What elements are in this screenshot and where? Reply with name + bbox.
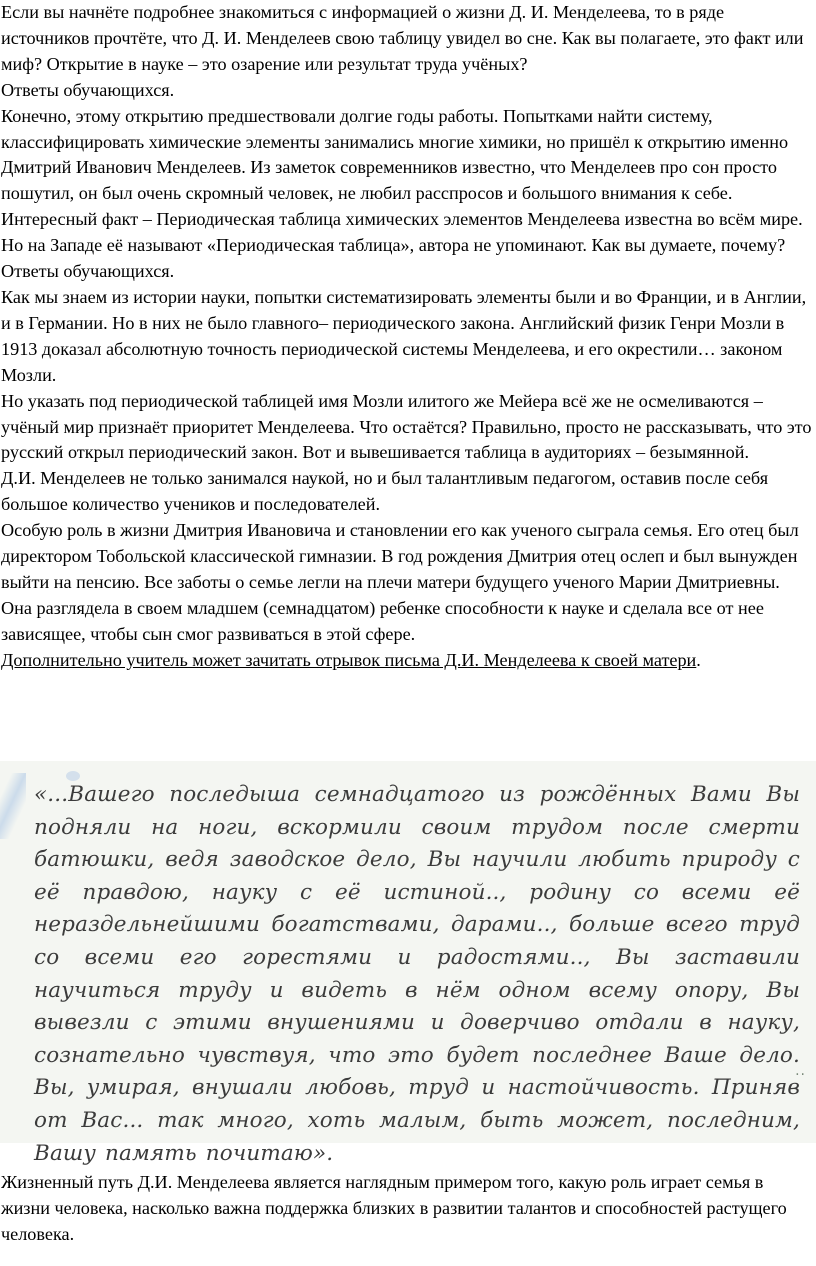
conclusion-section: [1, 1152, 815, 1266]
underlined-teacher-note: Дополнительно учитель может зачитать отрывок письма Д.И. Менделеева к своей матери: [1, 649, 697, 670]
paragraph-family-role: Особую роль в жизни Дмитрия Ивановича и становлении его как ученого сыграла семья. Его отец был директором Тобольской классической гимназии. В год рождения Дмитрия отец ослеп и был вынужден выйти на пенсию. Все заботы о семье легли на плечи матери будущего ученого Марии Дмитриевны. Она разглядела в своем младшем (семнадцатом) ребенке способности к науке и сделала все от нее зависящее, чтобы сын смог развиваться в этой сфере.: [1, 520, 799, 644]
paragraph-student-answers-2: Ответы обучающихся.: [1, 261, 175, 282]
paragraph-conclusion: Жизненный путь Д.И. Менделеева является наглядным примером того, какую роль играет семья в жизни человека, насколько важна поддержка близких в развитии талантов и способностей растущего человека.: [1, 1172, 787, 1244]
paragraph-intro-question: Если вы начнёте подробнее знакомиться с информацией о жизни Д. И. Менделеева, то в ряде источников прочтёте, что Д. И. Менделеев свою таблицу увидел во сне. Как вы полагаете, это факт или миф? Открытие в науке – это озарение или результат труда учёных?: [1, 2, 804, 74]
teacher-note-period: .: [696, 649, 701, 670]
paragraph-history-of-science: Как мы знаем из истории науки, попытки систематизировать элементы были и во Франции, и в Англии, и в Германии. Но в них не было главного– периодического закона. Английский физик Генри Мозли в 1913 доказал абсолютную точность периодической системы Менделеева, и его окрестили… законом Мозли.: [1, 286, 807, 385]
paragraph-interesting-fact: Интересный факт – Периодическая таблица химических элементов Менделеева известна во всём мире. Но на Западе её называют «Периодическая таблица», автора не упоминают. Как вы думаете, почему?: [1, 209, 803, 256]
paragraph-teacher-note: [1, 648, 815, 674]
decorative-stroke: [0, 773, 26, 839]
paragraph-student-answers-1: Ответы обучающихся.: [1, 79, 175, 100]
letter-excerpt-image: [0, 761, 816, 1166]
paragraph-priority: Но указать под периодической таблицей имя Мозли илитого же Мейера всё же не осмеливаются – учёный мир признаёт приоритет Менделеева. Что остаётся? Правильно, просто не рассказывать, что это русский открыл периодический закон. Вот и вывешивается таблица в аудиториях – безымянной.: [1, 390, 812, 463]
paragraph-pedagogue: Д.И. Менделеев не только занимался наукой, но и был талантливым педагогом, оставив после себя большое количество учеников и последователей.: [1, 468, 769, 515]
letter-tail-dots: ..: [795, 1063, 806, 1079]
document-body: [1, 0, 815, 674]
letter-quote-text: «...Вашего последыша семнадцатого из рождённых Вами Вы подняли на ноги, вскормили своим трудом после смерти батюшки, ведя заводское дело, Вы научили любить природу с её правдою, науку с её истиной.., родину со всеми её нераздельнейшими богатствами, дарами.., больше всего труд со всеми его горестями и радостями.., Вы заставили научиться труду и видеть в нём одном всему опору, Вы вывезли с этими внушениями и доверчиво отдали в науку, сознательно чувствуя, что это будет последнее Ваше дело. Вы, умирая, внушали любовь, труд и настойчивость. Приняв от Вас... так много, хоть малым, быть может, последним, Вашу память почитаю».: [34, 782, 800, 1166]
paragraph-discovery-work: Конечно, этому открытию предшествовали долгие годы работы. Попытками найти систему, классифицировать химические элементы занимались многие химики, но пришёл к открытию именно Дмитрий Иванович Менделеев. Из заметок современников известно, что Менделеев про сон просто пошутил, он был очень скромный человек, не любил расспросов и большого внимания к себе.: [1, 105, 789, 204]
